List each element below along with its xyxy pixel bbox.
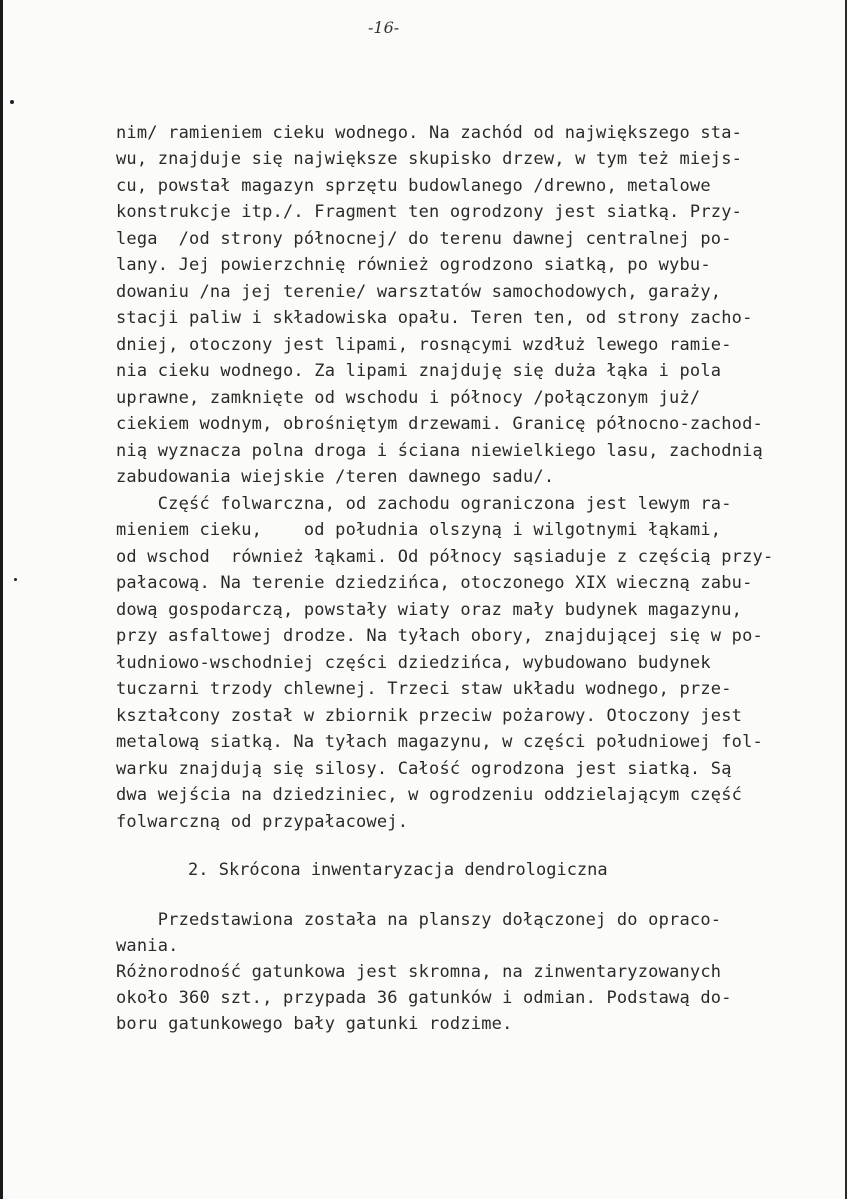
scan-speck bbox=[10, 100, 14, 104]
text-line: stacji paliw i składowiska opału. Teren ten, od strony zacho- bbox=[116, 308, 753, 328]
text-line: metalową siatką. Na tyłach magazynu, w części południowej fol- bbox=[116, 732, 763, 752]
scan-edge-left bbox=[0, 0, 3, 1199]
scan-speck bbox=[14, 578, 17, 581]
text-line: Część folwarczna, od zachodu ograniczona jest lewym ra- bbox=[116, 494, 732, 514]
text-line: Przedstawiona została na planszy dołączonej do opraco- bbox=[116, 910, 722, 930]
text-line: dniej, otoczony jest lipami, rosnącymi wzdłuż lewego ramie- bbox=[116, 335, 732, 355]
text-line: boru gatunkowego bały gatunki rodzime. bbox=[116, 1014, 513, 1034]
text-line: lega /od strony północnej/ do terenu dawnej centralnej po- bbox=[116, 229, 732, 249]
text-line: tuczarni trzody chlewnej. Trzeci staw układu wodnego, prze- bbox=[116, 679, 732, 699]
text-line: łudniowo-wschodniej części dziedzińca, wybudowano budynek bbox=[116, 653, 711, 673]
text-line: kształcony został w zbiornik przeciw pożarowy. Otoczony jest bbox=[116, 706, 743, 726]
text-line: przy asfaltowej drodze. Na tyłach obory, znajdującej się w po- bbox=[116, 626, 763, 646]
text-line: warku znajdują się silosy. Całość ogrodzona jest siatką. Są bbox=[116, 759, 732, 779]
text-line: od wschod również łąkami. Od północy sąsiaduje z częścią przy- bbox=[116, 547, 774, 567]
text-line: dwa wejścia na dziedziniec, w ogrodzeniu oddzielającym część bbox=[116, 785, 743, 805]
text-line: cu, powstał magazyn sprzętu budowlanego /drewno, metalowe bbox=[116, 176, 711, 196]
text-line: około 360 szt., przypada 36 gatunków i odmian. Podstawą do- bbox=[116, 988, 732, 1008]
text-line: folwarczną od przypałacowej. bbox=[116, 812, 409, 832]
text-line: nim/ ramieniem cieku wodnego. Na zachód od największego sta- bbox=[116, 123, 743, 143]
text-line: nią wyznacza polna droga i ściana niewielkiego lasu, zachodnią bbox=[116, 441, 763, 461]
text-line: Różnorodność gatunkowa jest skromna, na zinwentaryzowanych bbox=[116, 962, 722, 982]
page-number: -16- bbox=[368, 18, 400, 37]
text-line: konstrukcje itp./. Fragment ten ogrodzony jest siatką. Przy- bbox=[116, 202, 743, 222]
text-line: ciekiem wodnym, obrośniętym drzewami. Granicę północno-zachod- bbox=[116, 414, 763, 434]
text-line: wania. bbox=[116, 936, 179, 956]
text-line: nia cieku wodnego. Za lipami znajduję się duża łąka i pola bbox=[116, 361, 722, 381]
text-line: dowaniu /na jej terenie/ warsztatów samochodowych, garaży, bbox=[116, 282, 722, 302]
text-line: pałacową. Na terenie dziedzińca, otoczonego XIX wieczną zabu- bbox=[116, 573, 753, 593]
section-heading: 2. Skrócona inwentaryzacja dendrologiczna bbox=[188, 860, 608, 880]
text-line: dową gospodarczą, powstały wiaty oraz mały budynek magazynu, bbox=[116, 600, 743, 620]
text-line: zabudowania wiejskie /teren dawnego sadu/. bbox=[116, 467, 555, 487]
text-line: wu, znajduje się największe skupisko drzew, w tym też miejs- bbox=[116, 149, 743, 169]
text-line: mieniem cieku, od południa olszyną i wilgotnymi łąkami, bbox=[116, 520, 722, 540]
text-line: uprawne, zamknięte od wschodu i północy /połączonym już/ bbox=[116, 388, 701, 408]
text-line: lany. Jej powierzchnię również ogrodzono siatką, po wybu- bbox=[116, 255, 711, 275]
